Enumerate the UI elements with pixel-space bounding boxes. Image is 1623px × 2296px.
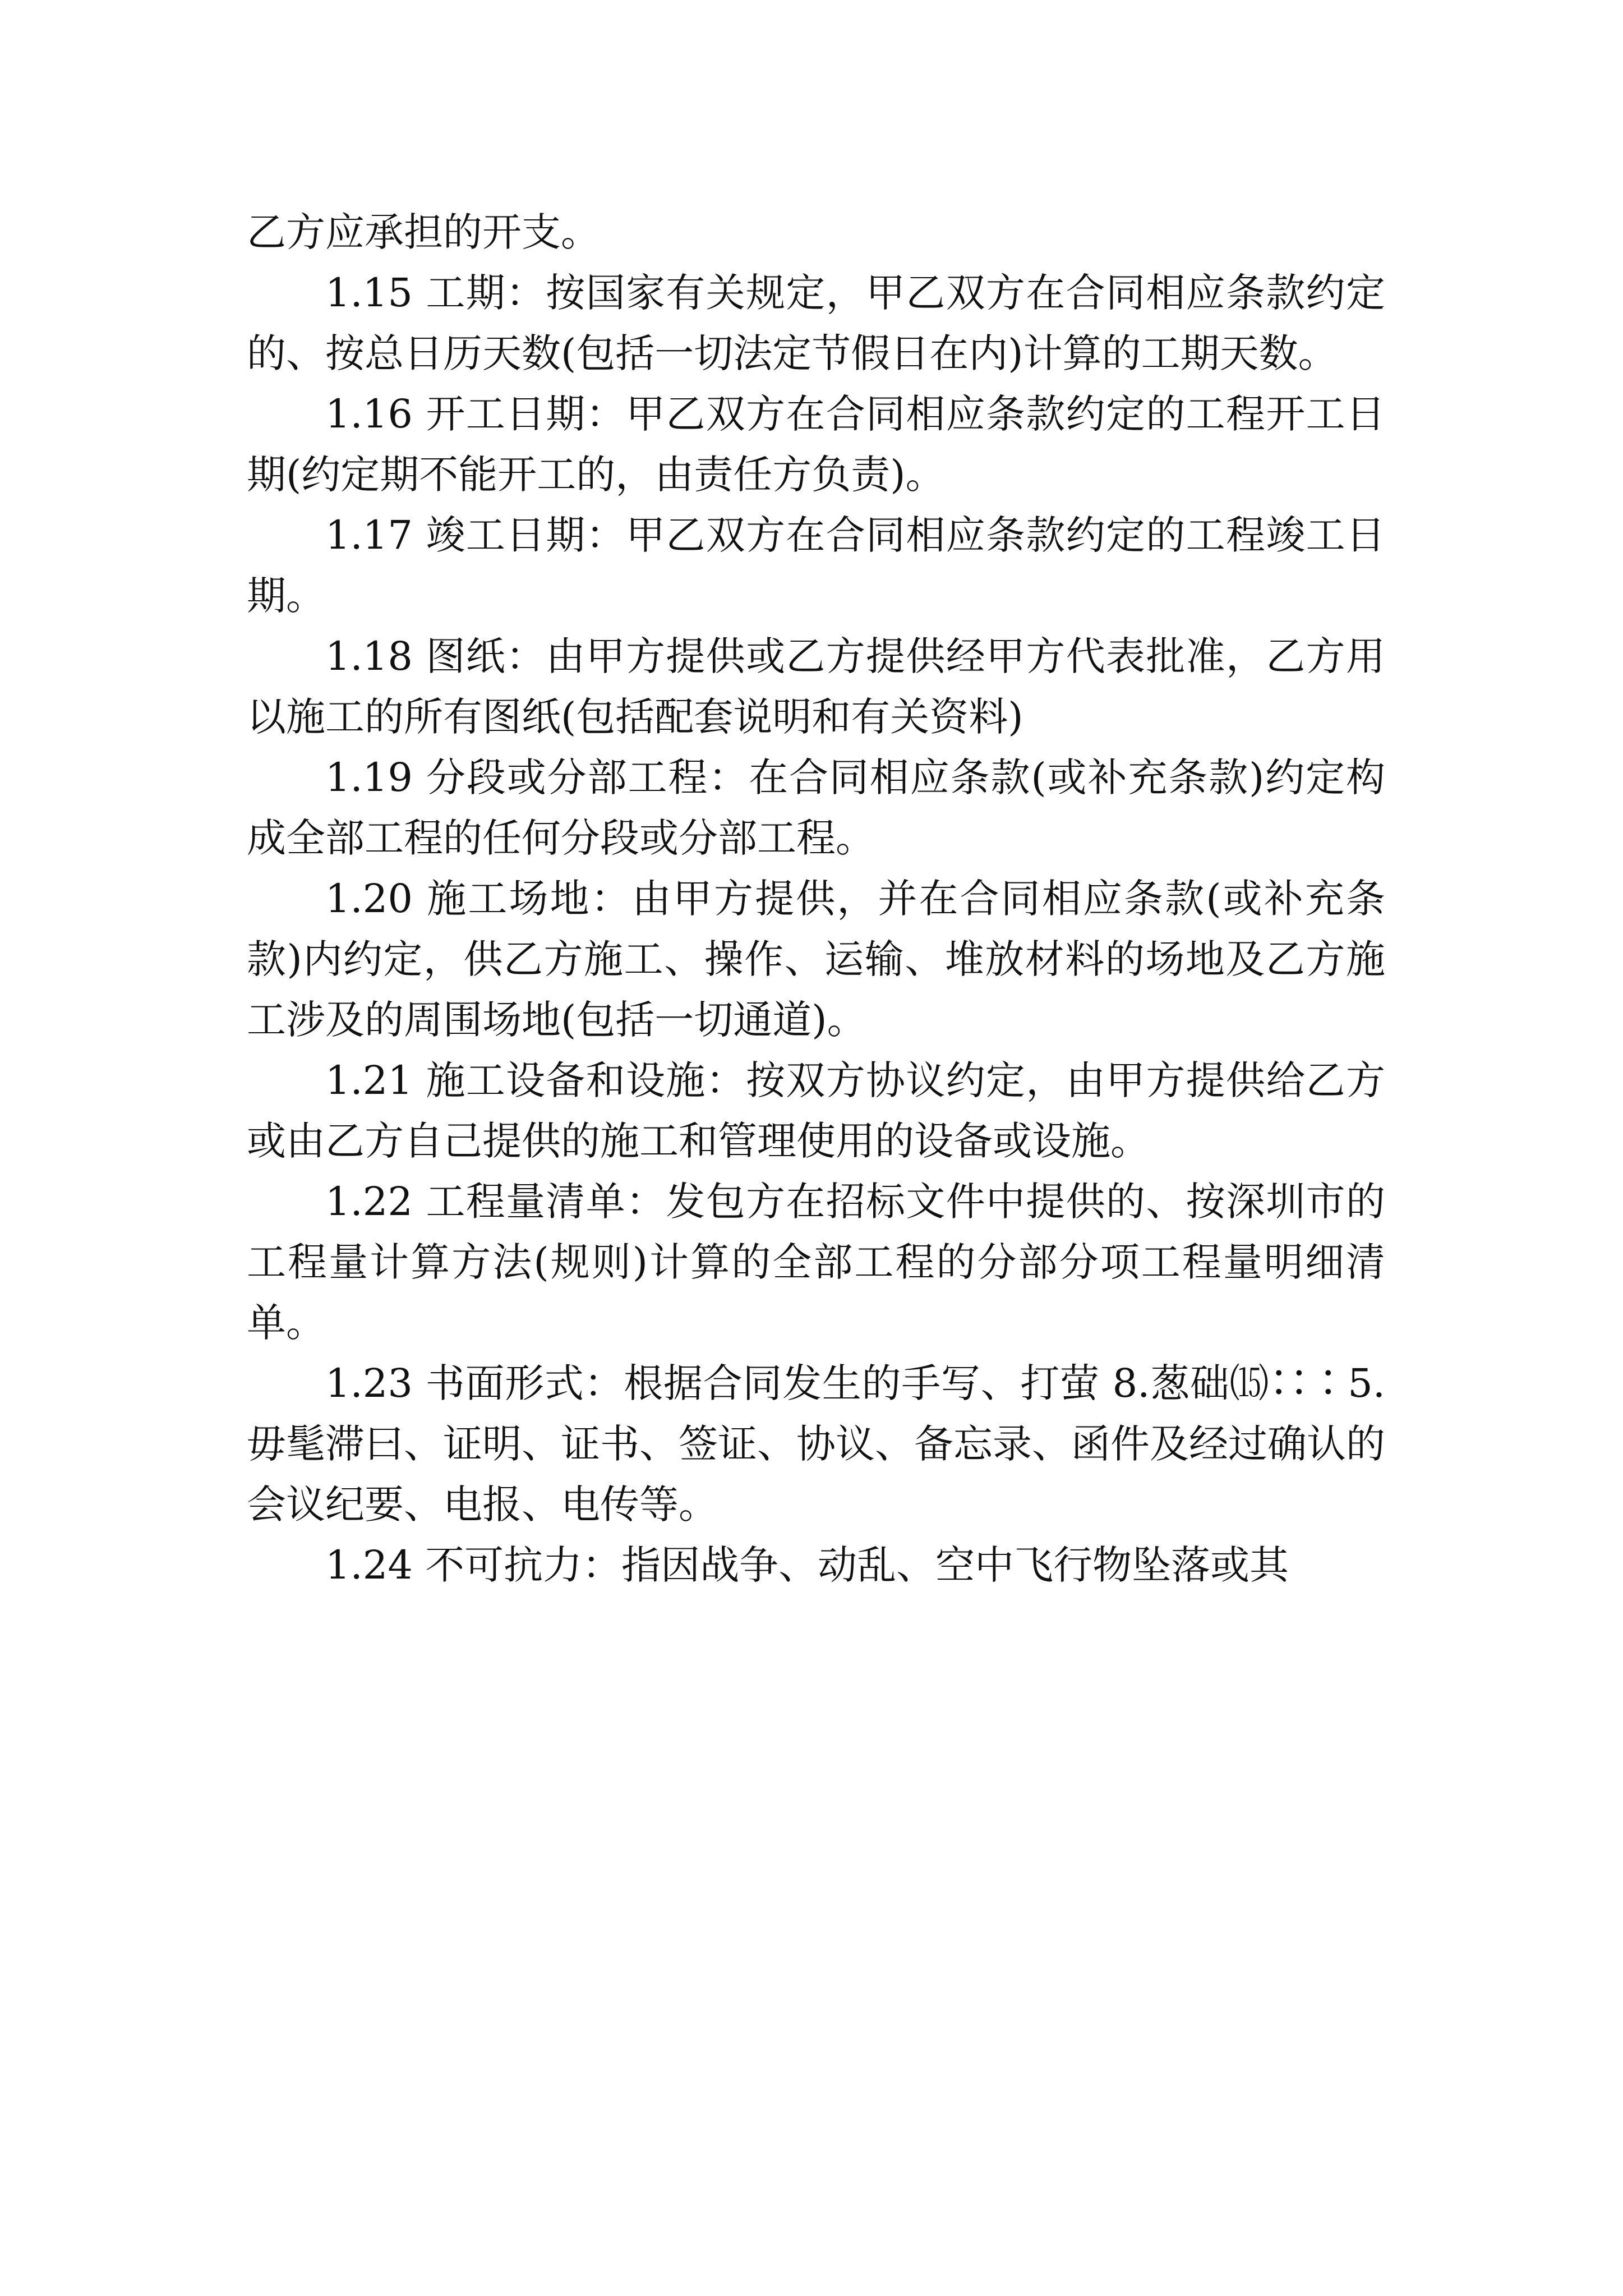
paragraph-1-24-force-majeure: 1.24 不可抗力：指因战争、动乱、空中飞行物坠落或其 [325, 1542, 1289, 1588]
paragraph-1-23-written-form: 1.23 书面形式：根据合同发生的手写、打萤 8.葱础⒂∷∶5.毋髦滞曰、证明、证书、签证、协议、备忘录、函件及经过确认的会议纪要、电报、电传等。 [247, 1360, 1385, 1527]
paragraph-1-21-equipment: 1.21 施工设备和设施：按双方协议约定，由甲方提供给乙方或由乙方自己提供的施工和管理使用的设备或设施。 [247, 1057, 1385, 1164]
paragraph-continuation: 乙方应承担的开支。 [247, 209, 600, 255]
paragraph-1-18-drawings: 1.18 图纸：由甲方提供或乙方提供经甲方代表批准，乙方用以施工的所有图纸(包括配套说明和有关资料) [247, 633, 1385, 740]
paragraph-1-16-start-date: 1.16 开工日期：甲乙双方在合同相应条款约定的工程开工日期(约定期不能开工的，由责任方负责)。 [247, 391, 1385, 498]
paragraph-1-22-bill-of-quantities: 1.22 工程量清单：发包方在招标文件中提供的、按深圳市的工程量计算方法(规则)计算的全部工程的分部分项工程量明细清单。 [247, 1179, 1385, 1346]
paragraph-1-19-sectional-works: 1.19 分段或分部工程：在合同相应条款(或补充条款)约定构成全部工程的任何分段或分部工程。 [247, 754, 1385, 861]
paragraph-1-15-construction-period: 1.15 工期：按国家有关规定，甲乙双方在合同相应条款约定的、按总日历天数(包括一切法定节假日在内)计算的工期天数。 [247, 270, 1385, 376]
document-body [247, 202, 1385, 1595]
paragraph-1-20-site: 1.20 施工场地：由甲方提供，并在合同相应条款(或补充条款)内约定，供乙方施工、操作、运输、堆放材料的场地及乙方施工涉及的周围场地(包括一切通道)。 [247, 876, 1385, 1043]
paragraph-1-17-completion-date: 1.17 竣工日期：甲乙双方在合同相应条款约定的工程竣工日期。 [247, 512, 1385, 619]
